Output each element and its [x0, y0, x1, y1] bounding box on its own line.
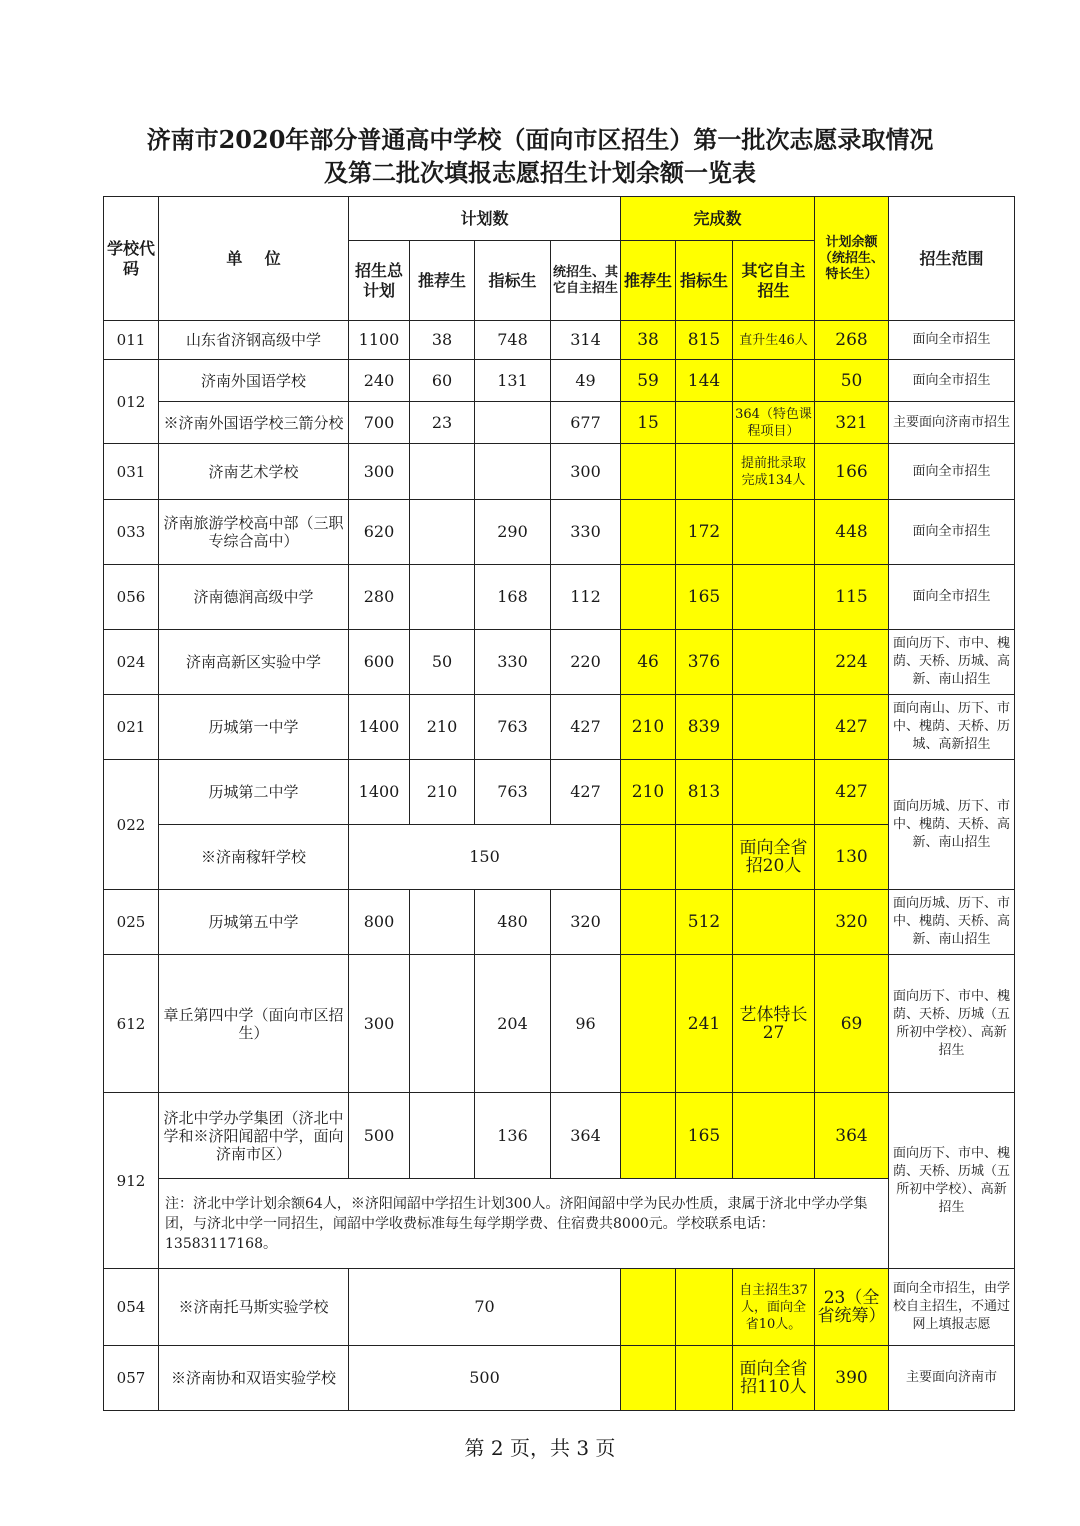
- plan-other: 427: [551, 695, 621, 760]
- plan-rec: 210: [410, 695, 475, 760]
- done-quota: 172: [676, 500, 733, 565]
- plan-other: 364: [551, 1093, 621, 1179]
- table-row: [104, 444, 1015, 500]
- header-unit: 单 位: [159, 197, 349, 321]
- done-rec: [621, 1093, 676, 1179]
- school-code: 012: [104, 360, 159, 444]
- table-row: [104, 890, 1015, 955]
- done-other: 自主招生37人，面向全省10人。: [733, 1269, 815, 1346]
- plan-total: 1400: [349, 695, 410, 760]
- remain: 320: [815, 890, 889, 955]
- done-other: [733, 360, 815, 402]
- plan-quota: 480: [475, 890, 551, 955]
- enroll-range: 面向全市招生: [889, 565, 1015, 630]
- done-rec: [621, 500, 676, 565]
- remain: 224: [815, 630, 889, 695]
- note-row: [104, 1179, 1015, 1269]
- done-rec: 210: [621, 695, 676, 760]
- table-row: [104, 630, 1015, 695]
- header-plan-rec: 推荐生: [410, 241, 475, 321]
- done-quota: 815: [676, 321, 733, 360]
- enroll-range: 面向全市招生: [889, 360, 1015, 402]
- school-name: 济南高新区实验中学: [159, 630, 349, 695]
- remain: 166: [815, 444, 889, 500]
- done-rec: 46: [621, 630, 676, 695]
- school-code: 612: [104, 955, 159, 1093]
- plan-quota: 763: [475, 695, 551, 760]
- table-row: [104, 1093, 1015, 1179]
- done-quota: 165: [676, 565, 733, 630]
- done-rec: [621, 1269, 676, 1346]
- table-row: [104, 500, 1015, 565]
- done-quota: [676, 402, 733, 444]
- enroll-range: 面向历下、市中、槐荫、天桥、历城（五所初中学校）、高新招生: [889, 1093, 1015, 1269]
- school-code: 021: [104, 695, 159, 760]
- school-name: 山东省济钢高级中学: [159, 321, 349, 360]
- header-done: 完成数: [621, 197, 815, 241]
- done-quota: 144: [676, 360, 733, 402]
- school-code: 054: [104, 1269, 159, 1346]
- remain: 115: [815, 565, 889, 630]
- school-name: ※济南稼轩学校: [159, 825, 349, 890]
- school-code: 011: [104, 321, 159, 360]
- plan-quota: 136: [475, 1093, 551, 1179]
- done-quota: 165: [676, 1093, 733, 1179]
- done-rec: [621, 565, 676, 630]
- header-range: 招生范围: [889, 197, 1015, 321]
- header-row-1: [104, 197, 1015, 241]
- done-rec: 15: [621, 402, 676, 444]
- header-plan: 计划数: [349, 197, 621, 241]
- remain: 69: [815, 955, 889, 1093]
- header-plan-other: 统招生、其它自主招生: [551, 241, 621, 321]
- school-code: 024: [104, 630, 159, 695]
- header-remain: 计划余额（统招生、特长生）: [815, 197, 889, 321]
- plan-merged: 70: [349, 1269, 621, 1346]
- plan-total: 620: [349, 500, 410, 565]
- plan-total: 800: [349, 890, 410, 955]
- school-name: 历城第一中学: [159, 695, 349, 760]
- enroll-range: 面向历下、市中、槐荫、天桥、历城（五所初中学校）、高新招生: [889, 955, 1015, 1093]
- plan-quota: 131: [475, 360, 551, 402]
- header-done-quota: 指标生: [676, 241, 733, 321]
- plan-rec: [410, 444, 475, 500]
- done-quota: [676, 1346, 733, 1411]
- plan-rec: [410, 500, 475, 565]
- school-name: 济南旅游学校高中部（三职专综合高中）: [159, 500, 349, 565]
- school-code: 025: [104, 890, 159, 955]
- school-name: 历城第二中学: [159, 760, 349, 825]
- school-name: 章丘第四中学（面向市区招生）: [159, 955, 349, 1093]
- plan-other: 96: [551, 955, 621, 1093]
- plan-quota: 330: [475, 630, 551, 695]
- remain: 268: [815, 321, 889, 360]
- school-name: ※济南协和双语实验学校: [159, 1346, 349, 1411]
- enroll-range: 面向全市招生: [889, 321, 1015, 360]
- enroll-range: 面向全市招生: [889, 444, 1015, 500]
- plan-other: 677: [551, 402, 621, 444]
- plan-rec: [410, 890, 475, 955]
- table-row: [104, 955, 1015, 1093]
- plan-quota: [475, 402, 551, 444]
- done-other: 艺体特长27: [733, 955, 815, 1093]
- plan-rec: [410, 955, 475, 1093]
- table-row: [104, 565, 1015, 630]
- plan-total: 300: [349, 955, 410, 1093]
- plan-other: 49: [551, 360, 621, 402]
- plan-rec: 23: [410, 402, 475, 444]
- done-quota: [676, 1269, 733, 1346]
- header-done-rec: 推荐生: [621, 241, 676, 321]
- remain: 427: [815, 695, 889, 760]
- plan-total: 240: [349, 360, 410, 402]
- school-name: 济南德润高级中学: [159, 565, 349, 630]
- header-done-other: 其它自主招生: [733, 241, 815, 321]
- done-quota: 813: [676, 760, 733, 825]
- plan-rec: [410, 1093, 475, 1179]
- plan-quota: 168: [475, 565, 551, 630]
- enroll-range: 面向历下、市中、槐荫、天桥、历城、高新、南山招生: [889, 630, 1015, 695]
- school-name: ※济南托马斯实验学校: [159, 1269, 349, 1346]
- done-rec: 210: [621, 760, 676, 825]
- remain: 364: [815, 1093, 889, 1179]
- school-name: 济南艺术学校: [159, 444, 349, 500]
- plan-other: 330: [551, 500, 621, 565]
- plan-rec: [410, 565, 475, 630]
- plan-rec: 210: [410, 760, 475, 825]
- done-other: 面向全省招20人: [733, 825, 815, 890]
- plan-total: 1100: [349, 321, 410, 360]
- plan-other: 320: [551, 890, 621, 955]
- title-line-1: 济南市2020年部分普通高中学校（面向市区招生）第一批次志愿录取情况: [146, 125, 934, 154]
- school-code: 031: [104, 444, 159, 500]
- plan-total: 300: [349, 444, 410, 500]
- remain: 23（全省统筹）: [815, 1269, 889, 1346]
- school-code: 022: [104, 760, 159, 890]
- done-other: [733, 565, 815, 630]
- plan-merged: 150: [349, 825, 621, 890]
- remain: 50: [815, 360, 889, 402]
- table-row: [104, 1269, 1015, 1346]
- plan-other: 220: [551, 630, 621, 695]
- done-other: [733, 760, 815, 825]
- done-quota: [676, 825, 733, 890]
- done-quota: 512: [676, 890, 733, 955]
- plan-quota: 748: [475, 321, 551, 360]
- school-name: 历城第五中学: [159, 890, 349, 955]
- table-row: [104, 825, 1015, 890]
- table-row: [104, 760, 1015, 825]
- school-code: 056: [104, 565, 159, 630]
- remain: 321: [815, 402, 889, 444]
- plan-quota: 763: [475, 760, 551, 825]
- done-rec: [621, 955, 676, 1093]
- plan-rec: 50: [410, 630, 475, 695]
- remain: 130: [815, 825, 889, 890]
- school-code: 912: [104, 1093, 159, 1269]
- enroll-range: 主要面向济南市: [889, 1346, 1015, 1411]
- done-other: 364（特色课程项目）: [733, 402, 815, 444]
- plan-quota: 204: [475, 955, 551, 1093]
- done-rec: 59: [621, 360, 676, 402]
- enroll-range: 面向历城、历下、市中、槐荫、天桥、高新、南山招生: [889, 760, 1015, 890]
- done-rec: [621, 825, 676, 890]
- plan-quota: [475, 444, 551, 500]
- school-code: 057: [104, 1346, 159, 1411]
- school-code: 033: [104, 500, 159, 565]
- note-text: 注：济北中学计划余额64人，※济阳闻韶中学招生计划300人。济阳闻韶中学为民办性质，隶属于济北中学办学集团，与济北中学一同招生，闻韶中学收费标准每生每学期学费、住宿费共8000元。学校联系电话：13583117168。: [159, 1179, 889, 1269]
- school-name: ※济南外国语学校三箭分校: [159, 402, 349, 444]
- plan-rec: 38: [410, 321, 475, 360]
- remain: 427: [815, 760, 889, 825]
- done-quota: 376: [676, 630, 733, 695]
- plan-rec: 60: [410, 360, 475, 402]
- done-other: [733, 890, 815, 955]
- done-quota: 839: [676, 695, 733, 760]
- school-name: 济南外国语学校: [159, 360, 349, 402]
- table-row: [104, 695, 1015, 760]
- enroll-range: 面向历城、历下、市中、槐荫、天桥、高新、南山招生: [889, 890, 1015, 955]
- plan-other: 427: [551, 760, 621, 825]
- title-line-2: 及第二批次填报志愿招生计划余额一览表: [324, 158, 756, 187]
- enrollment-table: [103, 196, 1015, 1411]
- plan-total: 1400: [349, 760, 410, 825]
- plan-total: 600: [349, 630, 410, 695]
- header-plan-quota: 指标生: [475, 241, 551, 321]
- plan-total: 280: [349, 565, 410, 630]
- plan-total: 700: [349, 402, 410, 444]
- remain: 390: [815, 1346, 889, 1411]
- done-other: [733, 500, 815, 565]
- enroll-range: 面向全市招生，由学校自主招生，不通过网上填报志愿: [889, 1269, 1015, 1346]
- done-rec: 38: [621, 321, 676, 360]
- plan-other: 314: [551, 321, 621, 360]
- done-other: 面向全省招110人: [733, 1346, 815, 1411]
- done-other: 提前批录取完成134人: [733, 444, 815, 500]
- done-quota: [676, 444, 733, 500]
- school-name: 济北中学办学集团（济北中学和※济阳闻韶中学，面向济南市区）: [159, 1093, 349, 1179]
- plan-other: 300: [551, 444, 621, 500]
- done-rec: [621, 890, 676, 955]
- table-row: [104, 321, 1015, 360]
- page-footer: 第 2 页，共 3 页: [464, 1436, 616, 1460]
- header-plan-total: 招生总计划: [349, 241, 410, 321]
- done-other: [733, 630, 815, 695]
- done-rec: [621, 444, 676, 500]
- enroll-range: 面向南山、历下、市中、槐荫、天桥、历城、高新招生: [889, 695, 1015, 760]
- plan-quota: 290: [475, 500, 551, 565]
- done-rec: [621, 1346, 676, 1411]
- done-other: [733, 695, 815, 760]
- table-row: [104, 360, 1015, 402]
- table-row: [104, 402, 1015, 444]
- done-quota: 241: [676, 955, 733, 1093]
- plan-total: 500: [349, 1093, 410, 1179]
- plan-merged: 500: [349, 1346, 621, 1411]
- enroll-range: 主要面向济南市招生: [889, 402, 1015, 444]
- remain: 448: [815, 500, 889, 565]
- done-other: 直升生46人: [733, 321, 815, 360]
- header-code: 学校代码: [104, 197, 159, 321]
- enroll-range: 面向全市招生: [889, 500, 1015, 565]
- plan-other: 112: [551, 565, 621, 630]
- table-row: [104, 1346, 1015, 1411]
- done-other: [733, 1093, 815, 1179]
